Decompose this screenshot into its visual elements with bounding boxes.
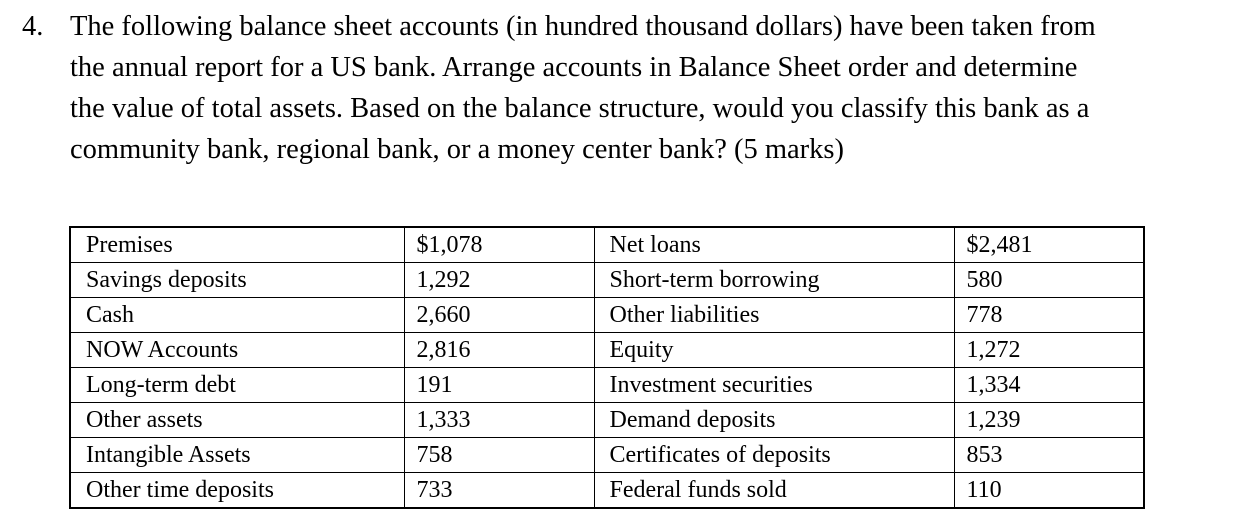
account-name: Certificates of deposits <box>594 438 954 473</box>
account-name: Intangible Assets <box>70 438 404 473</box>
account-value: 1,333 <box>404 403 594 438</box>
balance-sheet-accounts-table <box>69 226 1145 509</box>
table-row <box>70 368 1144 403</box>
table-row <box>70 438 1144 473</box>
account-value: 1,292 <box>404 263 594 298</box>
table-row <box>70 333 1144 368</box>
account-value: 1,239 <box>954 403 1144 438</box>
account-name: Net loans <box>594 227 954 263</box>
table-row <box>70 298 1144 333</box>
question-line: The following balance sheet accounts (in hundred thousand dollars) have been taken from <box>70 11 1096 42</box>
account-name: Cash <box>70 298 404 333</box>
account-value: 1,272 <box>954 333 1144 368</box>
question-line: the value of total assets. Based on the balance structure, would you classify this bank as a <box>70 93 1090 124</box>
account-name: NOW Accounts <box>70 333 404 368</box>
account-name: Equity <box>594 333 954 368</box>
account-value: 778 <box>954 298 1144 333</box>
account-name: Investment securities <box>594 368 954 403</box>
account-value: 733 <box>404 473 594 509</box>
account-value: $1,078 <box>404 227 594 263</box>
account-name: Premises <box>70 227 404 263</box>
account-name: Other time deposits <box>70 473 404 509</box>
account-value: 758 <box>404 438 594 473</box>
account-name: Other liabilities <box>594 298 954 333</box>
table-row <box>70 403 1144 438</box>
question-text <box>70 6 1220 170</box>
account-value: 580 <box>954 263 1144 298</box>
account-name: Long-term debt <box>70 368 404 403</box>
question-block <box>22 6 1227 170</box>
question-number: 4. <box>22 11 44 42</box>
account-value: 853 <box>954 438 1144 473</box>
account-value: 1,334 <box>954 368 1144 403</box>
account-name: Other assets <box>70 403 404 438</box>
table-row <box>70 227 1144 263</box>
account-value: $2,481 <box>954 227 1144 263</box>
account-value: 2,816 <box>404 333 594 368</box>
account-value: 191 <box>404 368 594 403</box>
account-name: Federal funds sold <box>594 473 954 509</box>
table-row <box>70 473 1144 509</box>
question-line: community bank, regional bank, or a money center bank? (5 marks) <box>70 134 844 165</box>
account-name: Demand deposits <box>594 403 954 438</box>
question-line: the annual report for a US bank. Arrange accounts in Balance Sheet order and determine <box>70 52 1078 83</box>
account-value: 110 <box>954 473 1144 509</box>
table-row <box>70 263 1144 298</box>
account-value: 2,660 <box>404 298 594 333</box>
account-name: Short-term borrowing <box>594 263 954 298</box>
account-name: Savings deposits <box>70 263 404 298</box>
